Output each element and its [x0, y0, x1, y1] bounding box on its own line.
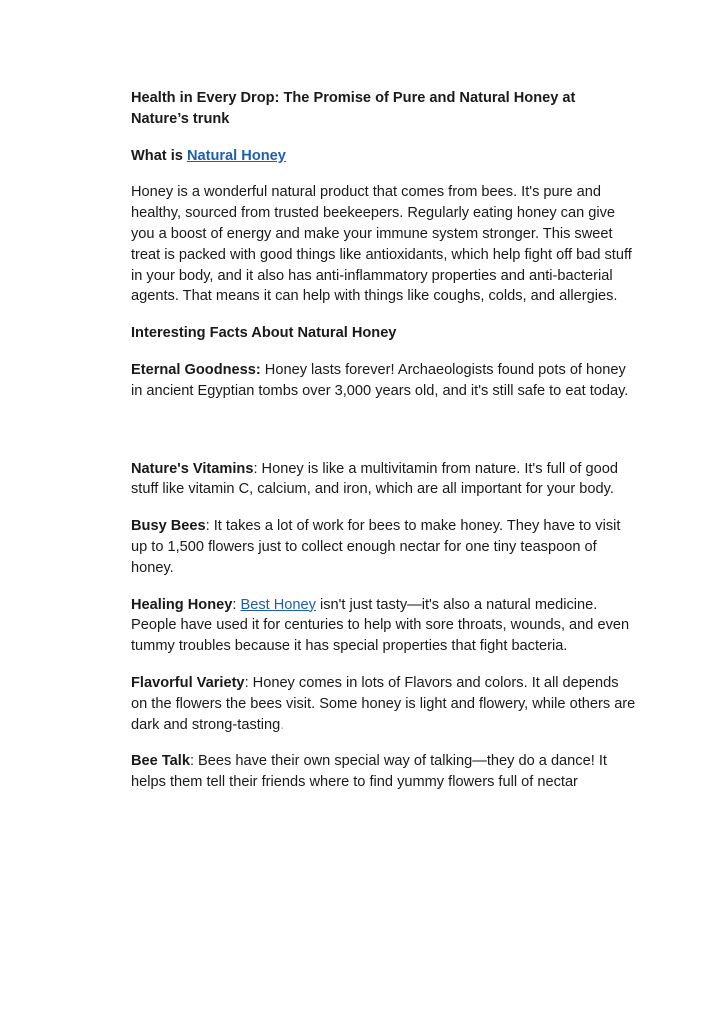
best-honey-link[interactable]: Best Honey	[240, 596, 316, 613]
intro-paragraph: Honey is a wonderful natural product that comes from bees. It's pure and healthy, sourced from trusted beekeepers. Regularly eating honey can give you a boost of energy and make your immune system stronger. This sweet treat is packed with good things like antioxidants, which help fight off bad stuff in your body, and it also has anti-inflammatory properties and anti-bacterial agents. That means it can help with things like coughs, colds, and allergies.	[131, 184, 632, 305]
fact-text: Honey lasts forever! Archaeologists found pots of honey in ancient Egyptian tombs over 3,000 years old, and it's still safe to eat today.	[131, 361, 629, 399]
fact-eternal-goodness	[131, 360, 637, 402]
fact-separator: :	[232, 596, 241, 613]
fact-busy-bees	[131, 516, 637, 578]
fact-label: Nature's Vitamins	[131, 460, 254, 477]
fact-text: : Honey is like a multivitamin from nature. It's full of good stuff like vitamin C, calcium, and iron, which are all important for your body.	[131, 460, 618, 498]
fact-natures-vitamins	[131, 459, 637, 501]
fact-healing-honey	[131, 595, 637, 657]
fact-label: Busy Bees	[131, 518, 206, 535]
fact-label: Bee Talk	[131, 753, 190, 770]
document-title: Health in Every Drop: The Promise of Pure and Natural Honey at Nature’s trunk	[131, 90, 576, 127]
natural-honey-link[interactable]: Natural Honey	[186, 147, 286, 164]
fact-bee-talk	[131, 751, 637, 793]
fact-flavorful-variety	[131, 673, 637, 735]
document-page	[131, 88, 637, 809]
fact-text: : Honey comes in lots of Flavors and colors. It all depends on the flowers the bees visit. Some honey is light and flowery, while others are dark and strong-tasting	[131, 674, 636, 733]
fact-text: isn't just tasty—it's also a natural medicine. People have used it for centuries to help with sore throats, wounds, and even tummy troubles because it has special properties that fight bacteria.	[131, 596, 630, 655]
fact-label: Flavorful Variety	[131, 674, 245, 691]
what-is-heading	[131, 146, 637, 167]
fact-end-dot: .	[280, 716, 285, 733]
facts-heading: Interesting Facts About Natural Honey	[131, 325, 397, 342]
fact-label: Eternal Goodness:	[131, 361, 261, 378]
what-is-prefix: What is	[131, 147, 187, 164]
fact-text: : Bees have their own special way of talking—they do a dance! It helps them tell their friends where to find yummy flowers full of nectar	[131, 753, 607, 791]
fact-label: Healing Honey	[131, 596, 233, 613]
fact-text: : It takes a lot of work for bees to make honey. They have to visit up to 1,500 flowers just to collect enough nectar for one tiny teaspoon of honey.	[131, 518, 621, 576]
